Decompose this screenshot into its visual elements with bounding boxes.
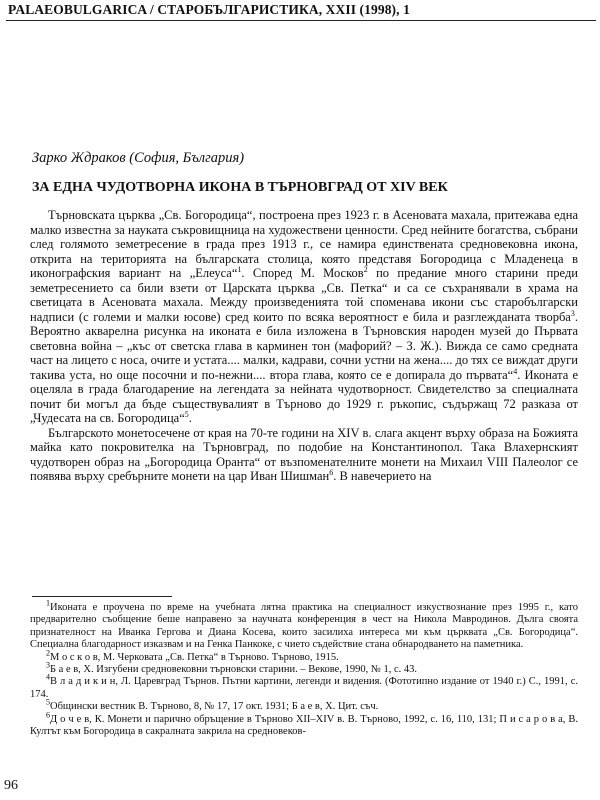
footnote-text: Б а е в, Х. Изгубени средновековни търновски старини. – Векове, 1990, № 1, с. 43. [50, 664, 418, 676]
footnote-reference: 2 [363, 264, 368, 274]
body-text-run: . Иконата е оцеляла в града благодарение на легендата за нейната чудотворност. Свидетелство за специалната почит би могъл да бъде съществувалият в Търново до 1929 г. ръкопис, съдържащ 72 разказа от „Чудесата на св. Богородица“ [30, 367, 578, 425]
article-title: ЗА ЕДНА ЧУДОТВОРНА ИКОНА В ТЪРНОВГРАД ОТ XIV ВЕК [32, 180, 448, 195]
footnote [30, 697, 578, 713]
footnote-number: 2 [46, 648, 50, 658]
footnote-number: 4 [46, 672, 50, 682]
footnote-reference: 4 [513, 366, 518, 376]
body-paragraph [30, 426, 578, 484]
footnote [30, 648, 578, 664]
footnote-number: 5 [46, 697, 50, 707]
footnote [30, 660, 578, 676]
body-text-run: . В навечерието на [333, 469, 432, 483]
footnote-text: Иконата е проучена по време на учебната лятна практика на специалност изкуствознание през 1995 г., като предварително съобщение беше направено за научната конференция в чест на Никола Мавродинов. Дълга своята признателност на Иванка Гергова и Диана Косева, които засилиха интереса ми към църквата „Св. Богородица“. Специална благодарност изказвам и на Генка Панкоке, с чието съдействие стана обнародването на паметника. [30, 602, 578, 651]
body-text-run: по предание много старини преди земетресението са били взети от Царската църква „Св. Петка“ и са се съхранявали в храма на светицата в Асеновата махала. Между произведенията той споменава икони със старобългарски надписи (с големи и малки юсове) сред които по всяка вероятност е била и разглежданата творба [30, 266, 578, 324]
running-head: PALAEOBULGARICA / СТАРОБЪЛГАРИСТИКА, XXII (1998), 1 [8, 2, 410, 17]
body-text-run: . [188, 411, 192, 425]
footnotes [30, 598, 578, 738]
page-number: 96 [4, 778, 18, 793]
footnote-reference: 6 [329, 467, 334, 477]
footnote-rule [32, 596, 172, 597]
article-author: Зарко Ждраков (София, България) [32, 150, 245, 166]
body-text-run: . Според М. Москов [241, 266, 364, 280]
footnote-text: Общински вестник В. Търново, 8, № 17, 17 окт. 1931; Б а е в, Х. Цит. съч. [50, 701, 379, 713]
article-body [30, 208, 578, 484]
footnote-reference: 1 [237, 264, 242, 274]
body-text-run: Търновската църква „Св. Богородица“, построена през 1923 г. в Асеновата махала, притежава една малко известна за науката съкровищница на художествени ценности. Сред нейните богатства, събрани след голямото земетресение в града през 1913 г., се намира единствената средновековна икона, открита на територията на българската столица, която представя Богородица с Младенеца в иконографския вариант на „Елеуса“ [30, 208, 578, 280]
header-rule [6, 20, 596, 21]
footnote-text: В л а д и к и н, Л. Царевград Търнов. Пътни картини, легенди и видения. (Фототипно издание от 1940 г.) С., 1991, с. 174. [30, 676, 578, 700]
footnote-text: М о с к о в, М. Черковата „Св. Петка“ в Търново. Търново, 1915. [50, 651, 339, 663]
footnote [30, 672, 578, 701]
footnote-number: 6 [46, 710, 50, 720]
body-text-run: . Вероятно акварелна рисунка на иконата е била изложена в Търновския народен музей до Първата световна война – „къс от светска глава в карминен тон (мафорий? – З. Ж.). Вижда се само средната част на лицето с носа, очите и устата.... малки, кадрави, сочни устни на жена.... до тях се виждат други такива уста, но още посочни и по-нежни.... втора глава, която се е допирала до първата“ [30, 309, 578, 382]
footnote-number: 3 [46, 660, 50, 670]
footnote [30, 598, 578, 652]
body-paragraph [30, 208, 578, 426]
footnote-number: 1 [46, 598, 50, 608]
footnote-reference: 3 [570, 308, 575, 318]
body-text-run: Българското монетосечене от края на 70-те години на XIV в. слага акцент върху образа на Божията майка като покровителка на Търновград, по подобие на Константинопол. Така Влахернският чудотворен образ на „Богородица Оранта“ от възпоменателните монети на Михаил VIII Палеолог се появява върху сребърните монети на цар Иван Шишман [30, 425, 578, 483]
footnote [30, 710, 578, 739]
footnote-text: Д о ч е в, К. Монети и парично обръщение в Търново XII–XIV в. В. Търново, 1992, с. 16, 110, 131; П и с а р о в а, В. Култът към Богородица в сакралната закрила на средновеков- [30, 713, 578, 738]
footnote-reference: 5 [184, 409, 189, 419]
